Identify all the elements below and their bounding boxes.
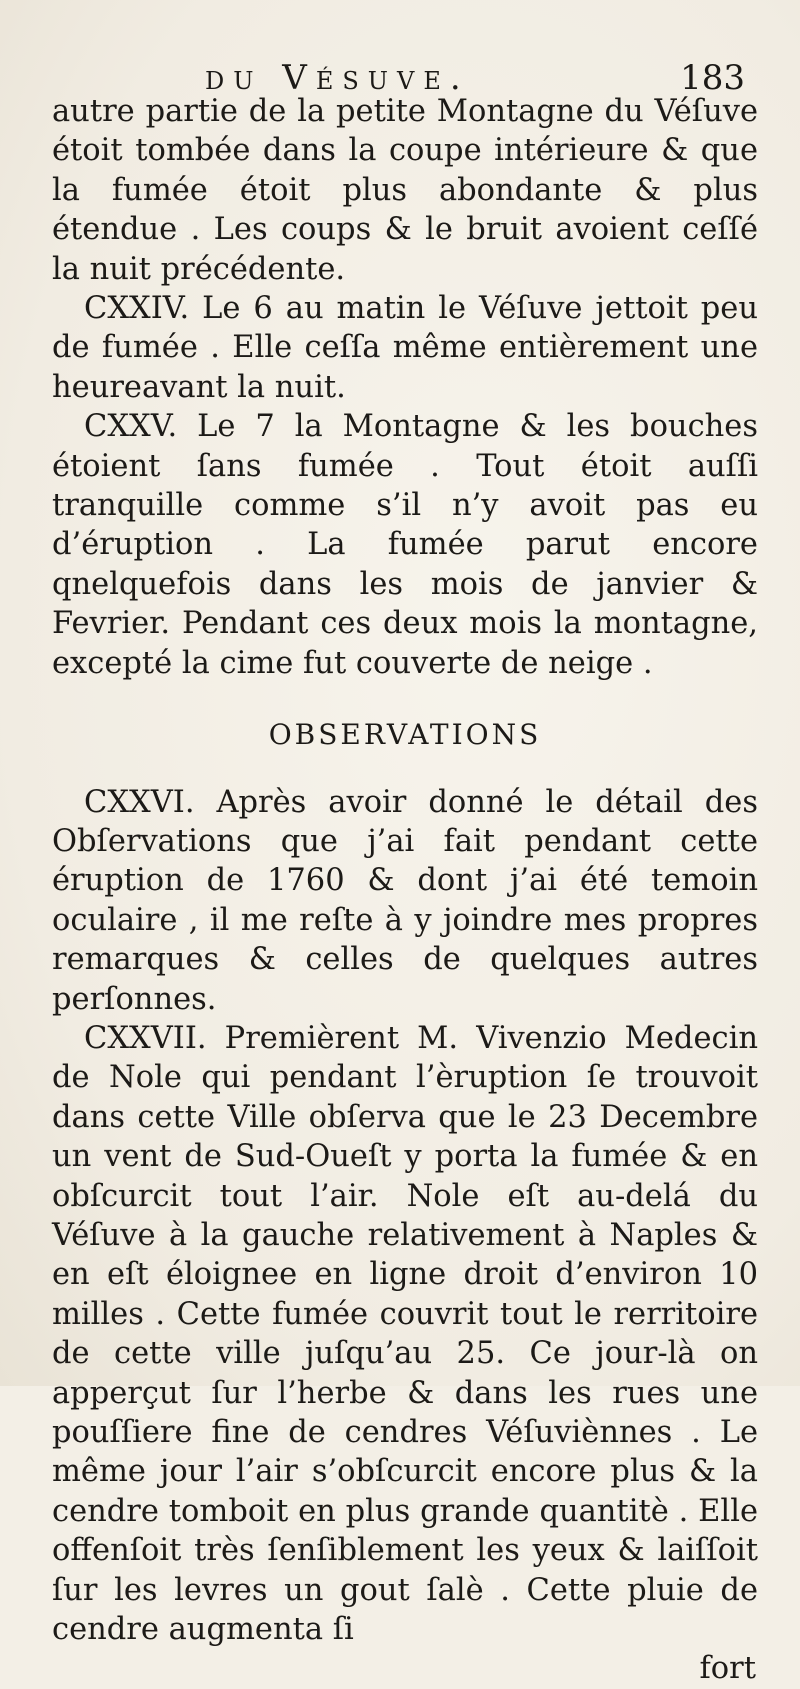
page-text [52, 92, 758, 1689]
paragraph-1: autre partie de la petite Montagne du Véſuve étoit tombée dans la coupe intérieure & que la fumée étoit plus abondante & plus étendue . Les coups & le bruit avoient ceſſé la nuit précédente. [52, 94, 758, 287]
paragraph-5: CXXVII. Premièrent M. Vivenzio Medecin de Nole qui pendant l’èruption ſe trouvoit dans cette Ville obſerva que le 23 Decembre un vent de Sud-Oueſt y porta la fumée & en obſcurcit tout l’air. Nole eſt au-delá du Véſuve à la gauche relativement à Naples & en eſt éloignee en ligne droit d’environ 10 milles . Cette fumée couvrit tout le rerritoire de cette ville juſqu’au 25. Ce jour-là on apperçut ſur l’herbe & dans les rues une pouſſiere fine de cendres Véſuviènnes . Le même jour l’air s’obſcurcit encore plus & la cendre tomboit en plus grande quantitè . Elle offenſoit très ſenſiblement les yeux & laiſſoit ſur les levres un gout ſalè . Cette pluie de cendre augmenta ſi [52, 1020, 758, 1648]
paragraph-3: CXXV. Le 7 la Montagne & les bouches étoient ſans fumée . Tout étoit auſſi tranquille comme s’il n’y avoit pas eu d’éruption . La fumée parut encore qnelquefois dans les mois de janvier & Fevrier. Pendant ces deux mois la montagne, excepté la cime fut couverte de neige . [52, 409, 758, 681]
paragraph-2: CXXIV. Le 6 au matin le Véſuve jettoit peu de fumée . Elle ceſſa même entièrement une heureavant la nuit. [52, 291, 758, 405]
page-number: 183 [680, 58, 745, 98]
paragraph-4: CXXVI. Après avoir donné le détail des Obſervations que j’ai fait pendant cette éruption de 1760 & dont j’ai été temoin oculaire , il me reſte à y joindre mes propres remarques & celles de quelques autres perſonnes. [52, 784, 758, 1017]
catchword: fort [699, 1651, 756, 1687]
running-title: du Vésuve. [205, 58, 470, 98]
section-heading: OBSERVATIONS [268, 718, 542, 752]
